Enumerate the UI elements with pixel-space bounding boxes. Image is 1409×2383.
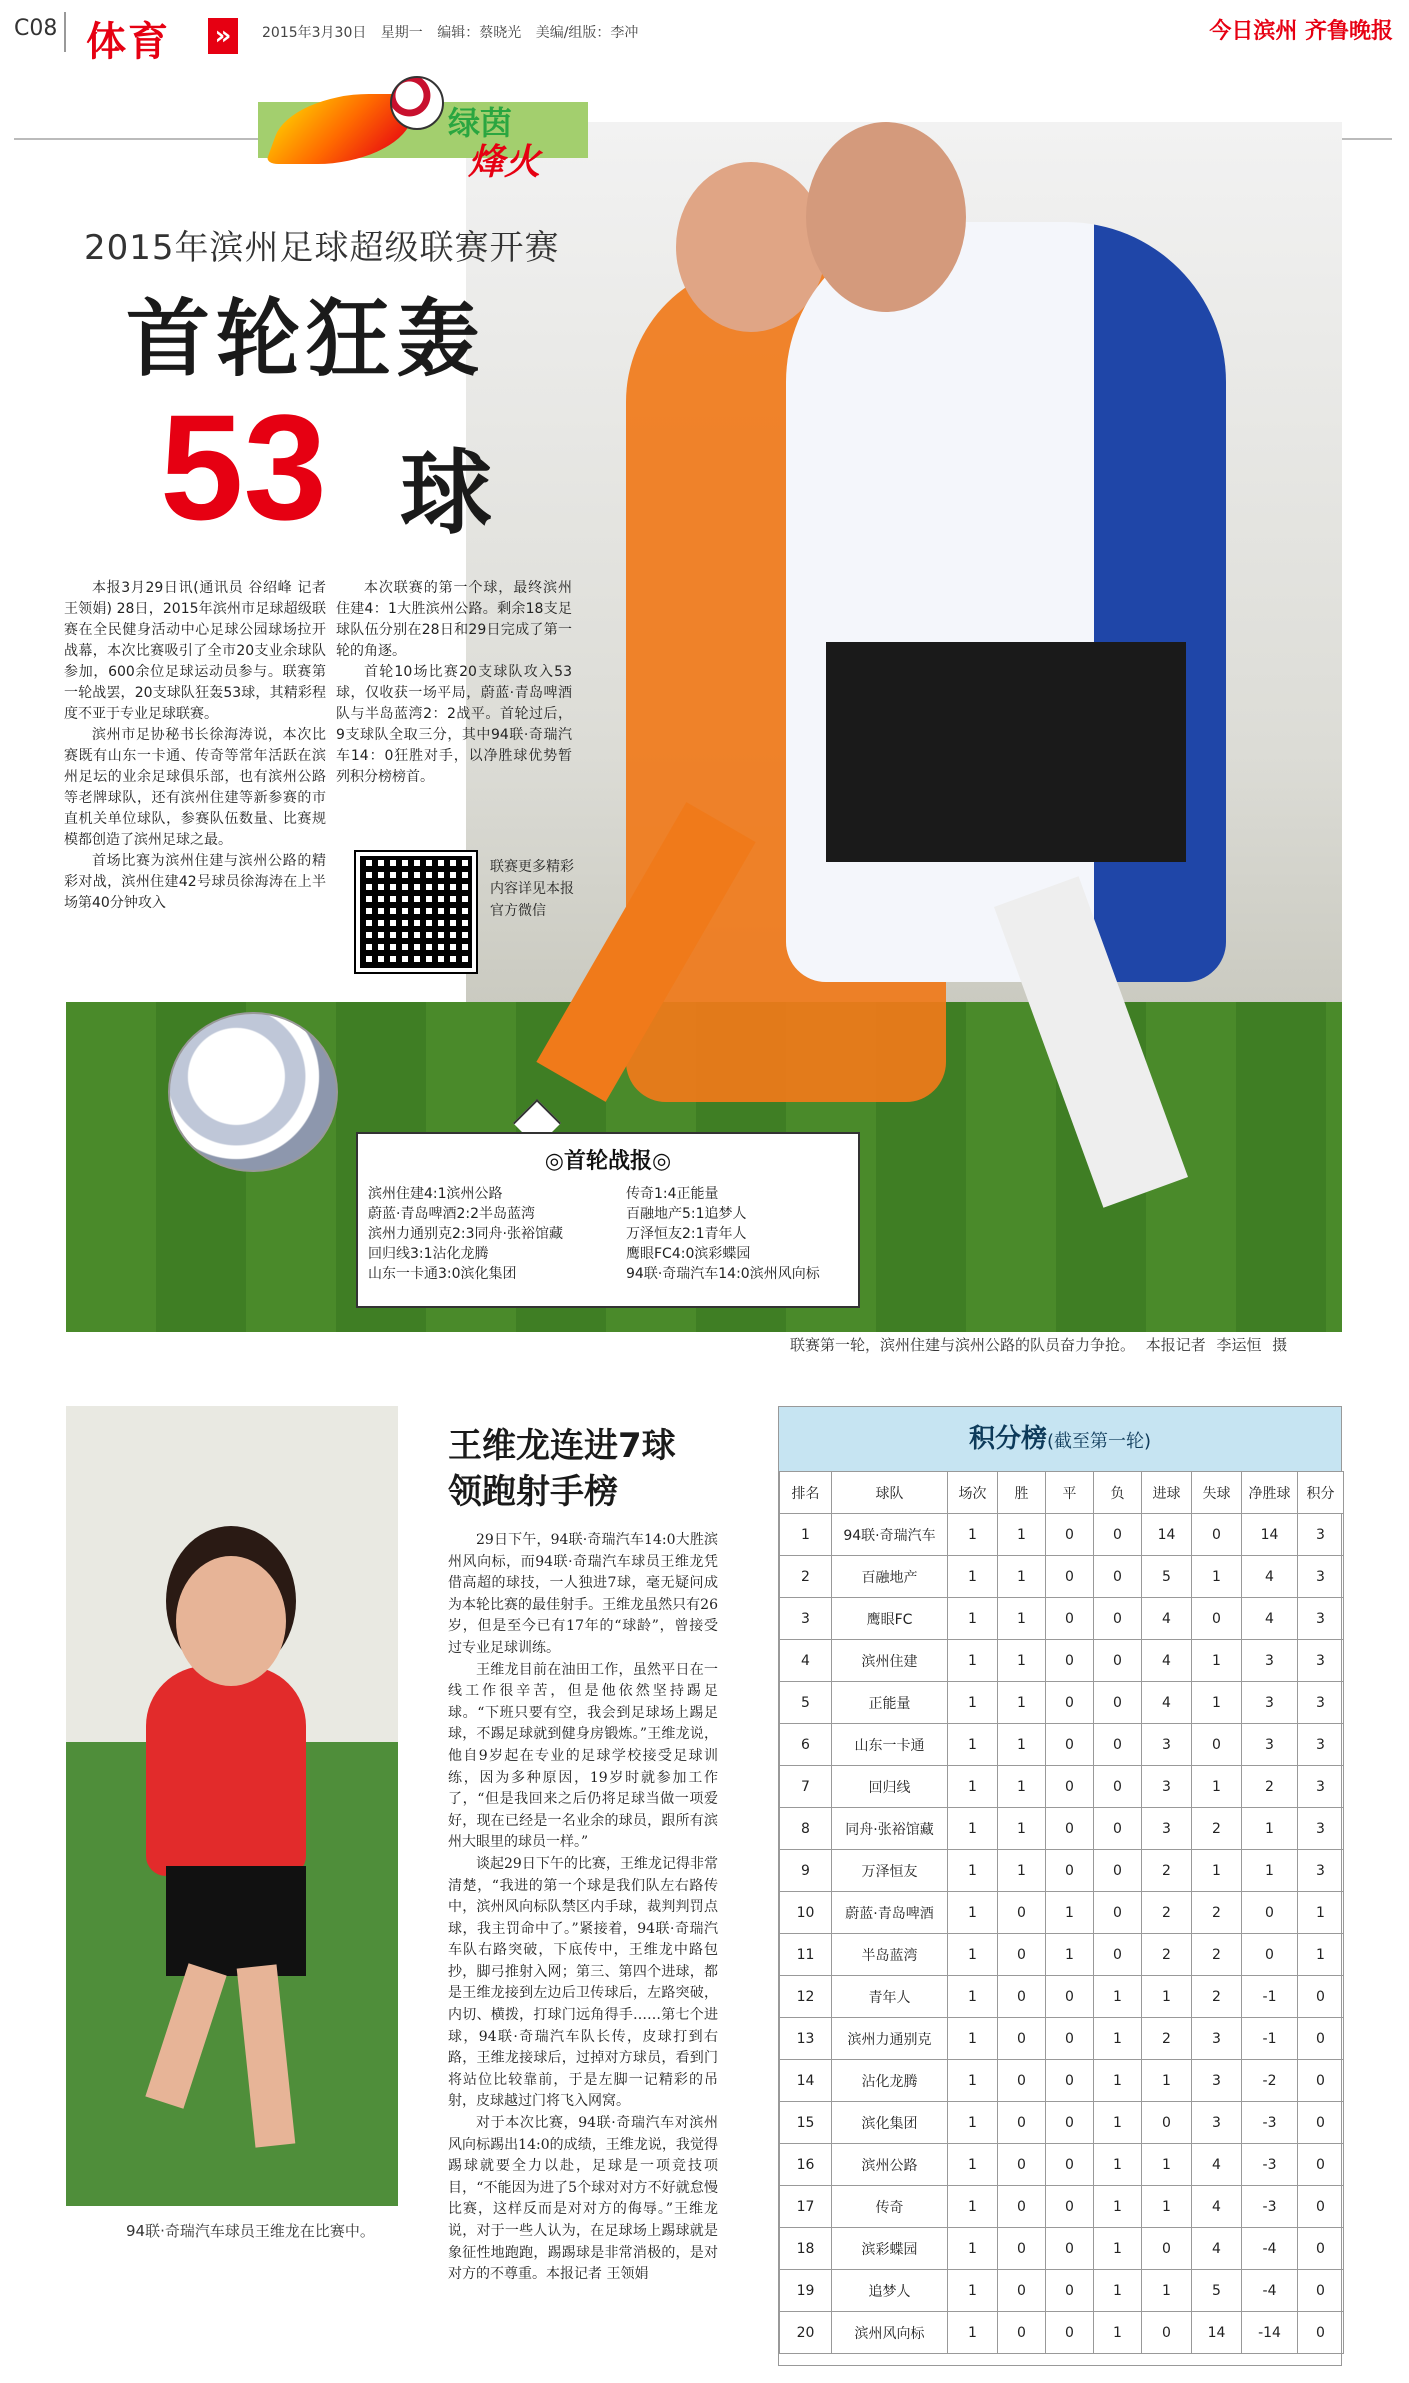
table-cell: 0 — [1242, 1934, 1298, 1976]
table-cell: 1 — [1094, 2102, 1142, 2144]
table-cell: 0 — [1142, 2312, 1192, 2354]
lead-paragraph: 本次联赛的第一个球，最终滨州住建4：1大胜滨州公路。剩余18支足球队伍分别在28日和29日完成了第一轮的角逐。 — [336, 580, 572, 659]
table-cell: 0 — [1046, 1766, 1094, 1808]
table-cell: 0 — [1192, 1514, 1242, 1556]
table-cell: 14 — [1142, 1514, 1192, 1556]
table-cell: 3 — [1298, 1598, 1344, 1640]
table-cell: 1 — [998, 1514, 1046, 1556]
team-name-cell: 青年人 — [832, 1976, 948, 2018]
table-cell: 2 — [1192, 1808, 1242, 1850]
table-cell: 16 — [780, 2144, 832, 2186]
table-cell: 0 — [1046, 1598, 1094, 1640]
lead-paragraph: 首场比赛为滨州住建与滨州公路的精彩对战，滨州住建42号球员徐海涛在上半场第40分钟攻入 — [64, 853, 326, 911]
table-cell: 1 — [1094, 2270, 1142, 2312]
table-cell: 0 — [1046, 2186, 1094, 2228]
table-cell: 0 — [1298, 2312, 1344, 2354]
table-cell: 0 — [998, 2144, 1046, 2186]
story-paragraph: 29日下午，94联·奇瑞汽车14:0大胜滨州风向标，而94联·奇瑞汽车球员王维龙凭借高超的球技，一人独进7球，毫无疑问成为本轮比赛的最佳射手。王维龙虽然只有26岁，但是至今已有17年的“球龄”，曾接受过专业足球训练。 — [448, 1532, 718, 1656]
table-cell: 0 — [1298, 2060, 1344, 2102]
table-cell: 3 — [1298, 1514, 1344, 1556]
match-result: 万泽恒友2:1青年人 — [626, 1226, 747, 1242]
section-title: 体育 — [86, 19, 170, 65]
team-name-cell: 鹰眼FC — [832, 1598, 948, 1640]
table-cell: 3 — [1192, 2018, 1242, 2060]
column-logo — [258, 72, 588, 182]
table-cell: 4 — [1142, 1598, 1192, 1640]
story-body — [448, 1530, 718, 2286]
standings-column-header: 积分 — [1298, 1472, 1344, 1514]
story-title: 王维龙连进7球 — [448, 1426, 676, 1466]
headline-number: 53 — [160, 383, 327, 551]
table-cell: 3 — [1298, 1724, 1344, 1766]
standings-column-header: 进球 — [1142, 1472, 1192, 1514]
lead-article-col2 — [336, 578, 572, 788]
team-name-cell: 滨州风向标 — [832, 2312, 948, 2354]
table-cell: 1 — [948, 1598, 998, 1640]
table-row — [780, 2060, 1344, 2102]
issue-meta: 2015年3月30日 星期一 编辑：蔡晓光 美编/组版：李冲 — [262, 25, 639, 41]
standings-column-header: 负 — [1094, 1472, 1142, 1514]
table-row — [780, 1934, 1344, 1976]
table-cell: 2 — [1242, 1766, 1298, 1808]
table-cell: 3 — [780, 1598, 832, 1640]
team-name-cell: 沾化龙腾 — [832, 2060, 948, 2102]
table-cell: 2 — [1142, 1850, 1192, 1892]
table-cell: 0 — [998, 1892, 1046, 1934]
table-row — [780, 1808, 1344, 1850]
team-name-cell: 滨州力通别克 — [832, 2018, 948, 2060]
story-paragraph: 王维龙目前在油田工作，虽然平日在一线工作很辛苦，但是他依然坚持踢足球。“下班只要有空，我会到足球场上踢足球，不踢足球就到健身房锻炼。”王维龙说，他自9岁起在专业的足球学校接受足球训练，因为多种原因，19岁时就参加工作了，“但是我回来之后仍将足球当做一项爱好，现在已经是一名业余的球员，跟所有滨州大眼里的球员一样。” — [448, 1661, 718, 1851]
standings-column-header: 胜 — [998, 1472, 1046, 1514]
table-cell: 0 — [1298, 2270, 1344, 2312]
table-cell: 0 — [1298, 2018, 1344, 2060]
table-row — [780, 2102, 1344, 2144]
table-cell: 0 — [998, 2270, 1046, 2312]
table-cell: 0 — [1046, 1640, 1094, 1682]
match-result: 山东一卡通3:0滨化集团 — [368, 1266, 517, 1282]
table-cell: 1 — [948, 1850, 998, 1892]
headline-kicker: 2015年滨州足球超级联赛开赛 — [84, 228, 560, 268]
table-cell: 1 — [1142, 2270, 1192, 2312]
table-cell: 0 — [1298, 2228, 1344, 2270]
table-cell: -1 — [1242, 1976, 1298, 2018]
table-cell: 1 — [1298, 1892, 1344, 1934]
match-result: 百融地产5:1追梦人 — [626, 1206, 747, 1222]
table-cell: -14 — [1242, 2312, 1298, 2354]
team-name-cell: 百融地产 — [832, 1556, 948, 1598]
player-white-shorts — [826, 642, 1186, 862]
table-cell: 1 — [948, 2228, 998, 2270]
table-cell: 1 — [948, 1934, 998, 1976]
table-row — [780, 1766, 1344, 1808]
table-cell: 0 — [1094, 1850, 1142, 1892]
table-cell: 5 — [1192, 2270, 1242, 2312]
table-cell: 0 — [1094, 1556, 1142, 1598]
story-paragraph: 对于本次比赛，94联·奇瑞汽车对滨州风向标踢出14:0的成绩，王维龙说，我觉得踢球就要全力以赴，足球是一项竞技项目，“不能因为进了5个球对对方不好就怠慢比赛，这样反而是对对方的侮辱。”王维龙说，对于一些人认为，在足球场上踢球就是象征性地跑跑，踢踢球是非常消极的，是对对方的不尊重。本报记者 王领娟 — [448, 2115, 718, 2283]
table-cell: 1 — [948, 2102, 998, 2144]
table-row — [780, 2186, 1344, 2228]
team-name-cell: 滨州公路 — [832, 2144, 948, 2186]
player-leg — [237, 1964, 296, 2147]
player-white-head — [806, 122, 966, 312]
table-cell: 14 — [1242, 1514, 1298, 1556]
table-cell: 0 — [1094, 1598, 1142, 1640]
table-cell: 0 — [1094, 1682, 1142, 1724]
table-row — [780, 1556, 1344, 1598]
table-cell: 3 — [1142, 1766, 1192, 1808]
table-cell: 0 — [1046, 2144, 1094, 2186]
table-cell: 1 — [1142, 1976, 1192, 2018]
table-cell: 0 — [998, 2312, 1046, 2354]
table-row — [780, 2018, 1344, 2060]
table-cell: 1 — [948, 1640, 998, 1682]
results-left-column — [368, 1184, 563, 1284]
table-cell: 2 — [1192, 1892, 1242, 1934]
table-cell: 3 — [1298, 1808, 1344, 1850]
table-cell: -3 — [1242, 2102, 1298, 2144]
table-cell: 1 — [1192, 1850, 1242, 1892]
team-name-cell: 正能量 — [832, 1682, 948, 1724]
logo-text-1: 绿茵 — [448, 104, 513, 142]
team-name-cell: 滨彩蝶园 — [832, 2228, 948, 2270]
table-cell: 0 — [1094, 1640, 1142, 1682]
table-cell: 3 — [1298, 1766, 1344, 1808]
table-cell: 1 — [948, 2060, 998, 2102]
team-name-cell: 山东一卡通 — [832, 1724, 948, 1766]
table-cell: 14 — [1192, 2312, 1242, 2354]
table-cell: 3 — [1142, 1808, 1192, 1850]
table-cell: 1 — [948, 2018, 998, 2060]
table-cell: 5 — [780, 1682, 832, 1724]
player-shorts — [166, 1866, 306, 1976]
standings-column-header: 场次 — [948, 1472, 998, 1514]
table-cell: 10 — [780, 1892, 832, 1934]
player-photo-caption: 94联·奇瑞汽车球员王维龙在比赛中。 — [126, 2222, 375, 2240]
standings-title — [779, 1407, 1341, 1471]
table-cell: -4 — [1242, 2228, 1298, 2270]
table-cell: 1 — [998, 1682, 1046, 1724]
standings-column-header: 净胜球 — [1242, 1472, 1298, 1514]
table-cell: 0 — [1046, 2102, 1094, 2144]
standings-grid — [779, 1471, 1344, 2354]
football-icon — [168, 1012, 338, 1172]
table-cell: 4 — [1192, 2144, 1242, 2186]
table-cell: 1 — [998, 1850, 1046, 1892]
table-cell: 0 — [1192, 1598, 1242, 1640]
table-cell: 1 — [1094, 2312, 1142, 2354]
table-cell: 9 — [780, 1850, 832, 1892]
table-cell: 8 — [780, 1808, 832, 1850]
table-cell: 0 — [1298, 2102, 1344, 2144]
story-subtitle: 领跑射手榜 — [448, 1472, 618, 1512]
table-cell: 4 — [780, 1640, 832, 1682]
results-box — [356, 1132, 860, 1308]
standings-column-header: 平 — [1046, 1472, 1094, 1514]
qr-caption: 联赛更多精彩内容详见本报官方微信 — [490, 859, 574, 919]
match-result: 回归线3:1沾化龙腾 — [368, 1246, 489, 1262]
table-cell: 0 — [1046, 1514, 1094, 1556]
team-name-cell: 蔚蓝·青岛啤酒 — [832, 1892, 948, 1934]
table-cell: 1 — [998, 1724, 1046, 1766]
team-name-cell: 滨州住建 — [832, 1640, 948, 1682]
table-cell: 1 — [1094, 2144, 1142, 2186]
table-cell: 3 — [1192, 2102, 1242, 2144]
table-cell: 1 — [1242, 1808, 1298, 1850]
table-cell: -3 — [1242, 2144, 1298, 2186]
story-paragraph: 谈起29日下午的比赛，王维龙记得非常清楚，“我进的第一个球是我们队左右路传中，滨州风向标队禁区内手球，裁判判罚点球，我主罚命中了。”紧接着，94联·奇瑞汽车队右路突破，下底传中，王维龙中路包抄，脚弓推射入网；第三、第四个进球，都是王维龙接到左边后卫传球后，左路突破，内切、横拨，打球门远角得手……第七个进球，94联·奇瑞汽车队长传，皮球打到右路，王维龙接球后，过掉对方球员，看到门将站位比较靠前，于是左脚一记精彩的吊射，皮球越过门将飞入网窝。 — [448, 1855, 718, 2110]
table-cell: 0 — [1046, 1724, 1094, 1766]
team-name-cell: 94联·奇瑞汽车 — [832, 1514, 948, 1556]
table-cell: 0 — [998, 2186, 1046, 2228]
table-cell: 7 — [780, 1766, 832, 1808]
player-white — [786, 222, 1226, 982]
team-name-cell: 半岛蓝湾 — [832, 1934, 948, 1976]
match-result: 鹰眼FC4:0滨彩蝶园 — [626, 1246, 751, 1262]
table-cell: 1 — [1046, 1892, 1094, 1934]
standings-body — [780, 1514, 1344, 2354]
table-cell: 3 — [1298, 1850, 1344, 1892]
table-cell: 2 — [1142, 1892, 1192, 1934]
table-cell: 18 — [780, 2228, 832, 2270]
table-cell: 0 — [998, 2018, 1046, 2060]
table-cell: 1 — [948, 1724, 998, 1766]
table-cell: 0 — [1242, 1892, 1298, 1934]
table-cell: 0 — [1094, 1766, 1142, 1808]
headline-unit: 球 — [400, 440, 493, 547]
table-cell: 3 — [1142, 1724, 1192, 1766]
table-cell: 3 — [1242, 1640, 1298, 1682]
player-jersey — [146, 1666, 306, 1876]
table-cell: 2 — [1142, 2018, 1192, 2060]
header-divider — [64, 12, 66, 52]
table-row — [780, 2312, 1344, 2354]
table-cell: 1 — [1298, 1934, 1344, 1976]
table-cell: 1 — [948, 2312, 998, 2354]
headline-main: 首轮狂轰 — [126, 290, 487, 388]
table-row — [780, 1976, 1344, 2018]
table-row — [780, 1598, 1344, 1640]
table-cell: 1 — [1142, 2060, 1192, 2102]
table-cell: 19 — [780, 2270, 832, 2312]
match-result: 滨州住建4:1滨州公路 — [368, 1186, 503, 1202]
table-cell: 3 — [1298, 1640, 1344, 1682]
results-right-column — [626, 1184, 820, 1284]
table-cell: 0 — [1046, 1850, 1094, 1892]
table-cell: 0 — [1094, 1724, 1142, 1766]
table-cell: 1 — [948, 2186, 998, 2228]
table-cell: -4 — [1242, 2270, 1298, 2312]
table-cell: 1 — [780, 1514, 832, 1556]
standings-column-header: 球队 — [832, 1472, 948, 1514]
match-result: 94联·奇瑞汽车14:0滨州风向标 — [626, 1266, 820, 1282]
table-cell: 0 — [1094, 1934, 1142, 1976]
table-cell: 1 — [998, 1766, 1046, 1808]
page-header — [0, 0, 1409, 70]
publication-name: 今日滨州 齐鲁晚报 — [1209, 19, 1393, 44]
table-cell: 1 — [998, 1598, 1046, 1640]
table-cell: 2 — [1192, 1934, 1242, 1976]
table-row — [780, 1850, 1344, 1892]
table-cell: 4 — [1242, 1556, 1298, 1598]
table-row — [780, 2228, 1344, 2270]
table-cell: 1 — [1046, 1934, 1094, 1976]
table-row — [780, 1514, 1344, 1556]
table-cell: 1 — [1142, 2144, 1192, 2186]
table-cell: 14 — [780, 2060, 832, 2102]
table-cell: 0 — [998, 2228, 1046, 2270]
table-cell: 0 — [1142, 2228, 1192, 2270]
table-cell: 1 — [948, 1682, 998, 1724]
table-cell: 0 — [1046, 2270, 1094, 2312]
match-result: 滨州力通别克2:3同舟·张裕馆藏 — [368, 1226, 563, 1242]
table-cell: 3 — [1298, 1556, 1344, 1598]
table-cell: 1 — [1094, 2228, 1142, 2270]
table-cell: -1 — [1242, 2018, 1298, 2060]
table-cell: 1 — [1142, 2186, 1192, 2228]
table-cell: 0 — [998, 2060, 1046, 2102]
table-cell: 0 — [1046, 2018, 1094, 2060]
table-cell: 1 — [1094, 1976, 1142, 2018]
table-cell: 5 — [1142, 1556, 1192, 1598]
table-cell: 12 — [780, 1976, 832, 2018]
table-row — [780, 2270, 1344, 2312]
table-cell: 3 — [1192, 2060, 1242, 2102]
table-cell: 1 — [1094, 2018, 1142, 2060]
table-cell: 1 — [1192, 1682, 1242, 1724]
table-cell: 0 — [1046, 1556, 1094, 1598]
table-cell: 0 — [1046, 1808, 1094, 1850]
team-name-cell: 传奇 — [832, 2186, 948, 2228]
table-row — [780, 1724, 1344, 1766]
table-cell: 1 — [998, 1556, 1046, 1598]
lead-article-col1 — [64, 578, 326, 914]
match-result: 传奇1:4正能量 — [626, 1186, 719, 1202]
table-cell: 0 — [1046, 1682, 1094, 1724]
table-cell: 0 — [1046, 2312, 1094, 2354]
standings-title-text: 积分榜 — [968, 1424, 1047, 1454]
table-cell: 0 — [1094, 1892, 1142, 1934]
table-row — [780, 1682, 1344, 1724]
table-cell: 4 — [1192, 2228, 1242, 2270]
table-cell: 0 — [1142, 2102, 1192, 2144]
table-cell: 3 — [1298, 1682, 1344, 1724]
table-cell: 1 — [998, 1640, 1046, 1682]
table-cell: 0 — [998, 1934, 1046, 1976]
table-cell: 0 — [1298, 2144, 1344, 2186]
qr-code[interactable] — [356, 852, 476, 972]
table-cell: 0 — [1046, 2228, 1094, 2270]
table-cell: 0 — [1094, 1808, 1142, 1850]
team-name-cell: 同舟·张裕馆藏 — [832, 1808, 948, 1850]
standings-header-row — [780, 1472, 1344, 1514]
team-name-cell: 滨化集团 — [832, 2102, 948, 2144]
table-cell: -2 — [1242, 2060, 1298, 2102]
lead-paragraph: 首轮10场比赛20支球队攻入53球，仅收获一场平局，蔚蓝·青岛啤酒队与半岛蓝湾2：2战平。首轮过后，9支球队全取三分，其中94联·奇瑞汽车14：0狂胜对手，以净胜球优势暂列积分榜榜首。 — [336, 664, 572, 785]
table-cell: 0 — [1298, 1976, 1344, 2018]
table-cell: 4 — [1192, 2186, 1242, 2228]
table-cell: 1 — [948, 2270, 998, 2312]
table-cell: 0 — [998, 2102, 1046, 2144]
table-row — [780, 1892, 1344, 1934]
table-cell: 0 — [1094, 1514, 1142, 1556]
football-icon — [390, 76, 444, 130]
section-arrow-icon: » — [208, 18, 238, 54]
table-cell: 11 — [780, 1934, 832, 1976]
table-cell: 3 — [1242, 1724, 1298, 1766]
table-cell: 0 — [1298, 2186, 1344, 2228]
table-cell: 1 — [948, 2144, 998, 2186]
table-cell: 1 — [1094, 2060, 1142, 2102]
table-cell: 4 — [1142, 1640, 1192, 1682]
table-cell: 6 — [780, 1724, 832, 1766]
standings-subtitle: (截至第一轮) — [1046, 1431, 1152, 1452]
team-name-cell: 万泽恒友 — [832, 1850, 948, 1892]
standings-table — [778, 1406, 1342, 2366]
lead-paragraph: 滨州市足协秘书长徐海涛说，本次比赛既有山东一卡通、传奇等常年活跃在滨州足坛的业余足球俱乐部，也有滨州公路等老牌球队，还有滨州住建等新参赛的市直机关单位球队，参赛队伍数量、比赛规模都创造了滨州足球之最。 — [64, 727, 326, 848]
table-cell: 1 — [948, 1892, 998, 1934]
team-name-cell: 追梦人 — [832, 2270, 948, 2312]
table-cell: 17 — [780, 2186, 832, 2228]
table-cell: 1 — [948, 1766, 998, 1808]
table-cell: 3 — [1242, 1682, 1298, 1724]
table-cell: 0 — [1046, 1976, 1094, 2018]
logo-text-2: 烽火 — [468, 142, 541, 183]
team-name-cell: 回归线 — [832, 1766, 948, 1808]
table-cell: 0 — [998, 1976, 1046, 2018]
hero-photo-caption: 联赛第一轮，滨州住建与滨州公路的队员奋力争抢。 本报记者 李运恒 摄 — [790, 1336, 1288, 1354]
table-cell: 1 — [948, 1514, 998, 1556]
table-cell: 2 — [1192, 1976, 1242, 2018]
table-cell: 1 — [948, 1976, 998, 2018]
standings-column-header: 失球 — [1192, 1472, 1242, 1514]
table-cell: 1 — [1192, 1556, 1242, 1598]
table-cell: 1 — [1094, 2186, 1142, 2228]
table-cell: 13 — [780, 2018, 832, 2060]
player-leg — [145, 1963, 226, 2109]
results-title: ◎首轮战报◎ — [544, 1149, 672, 1174]
table-cell: -3 — [1242, 2186, 1298, 2228]
table-cell: 1 — [998, 1808, 1046, 1850]
table-cell: 4 — [1242, 1598, 1298, 1640]
lead-paragraph: 本报3月29日讯(通讯员 谷绍峰 记者 王领娟) 28日，2015年滨州市足球超级联赛在全民健身活动中心足球公园球场拉开战幕，本次比赛吸引了全市20支业余球队参加，600余位足球运动员参与。联赛第一轮战罢，20支球队狂轰53球，其精彩程度不亚于专业足球联赛。 — [64, 580, 326, 722]
player-head — [176, 1556, 286, 1686]
table-row — [780, 1640, 1344, 1682]
standings-column-header: 排名 — [780, 1472, 832, 1514]
table-cell: 4 — [1142, 1682, 1192, 1724]
table-cell: 1 — [948, 1556, 998, 1598]
table-cell: 2 — [1142, 1934, 1192, 1976]
table-cell: 1 — [948, 1808, 998, 1850]
table-cell: 2 — [780, 1556, 832, 1598]
player-photo — [66, 1406, 398, 2206]
table-cell: 1 — [1192, 1766, 1242, 1808]
page-number: C08 — [14, 16, 58, 41]
table-cell: 1 — [1242, 1850, 1298, 1892]
table-cell: 0 — [1046, 2060, 1094, 2102]
match-result: 蔚蓝·青岛啤酒2:2半岛蓝湾 — [368, 1206, 535, 1222]
table-cell: 15 — [780, 2102, 832, 2144]
table-cell: 20 — [780, 2312, 832, 2354]
table-row — [780, 2144, 1344, 2186]
table-cell: 1 — [1192, 1640, 1242, 1682]
table-cell: 0 — [1192, 1724, 1242, 1766]
